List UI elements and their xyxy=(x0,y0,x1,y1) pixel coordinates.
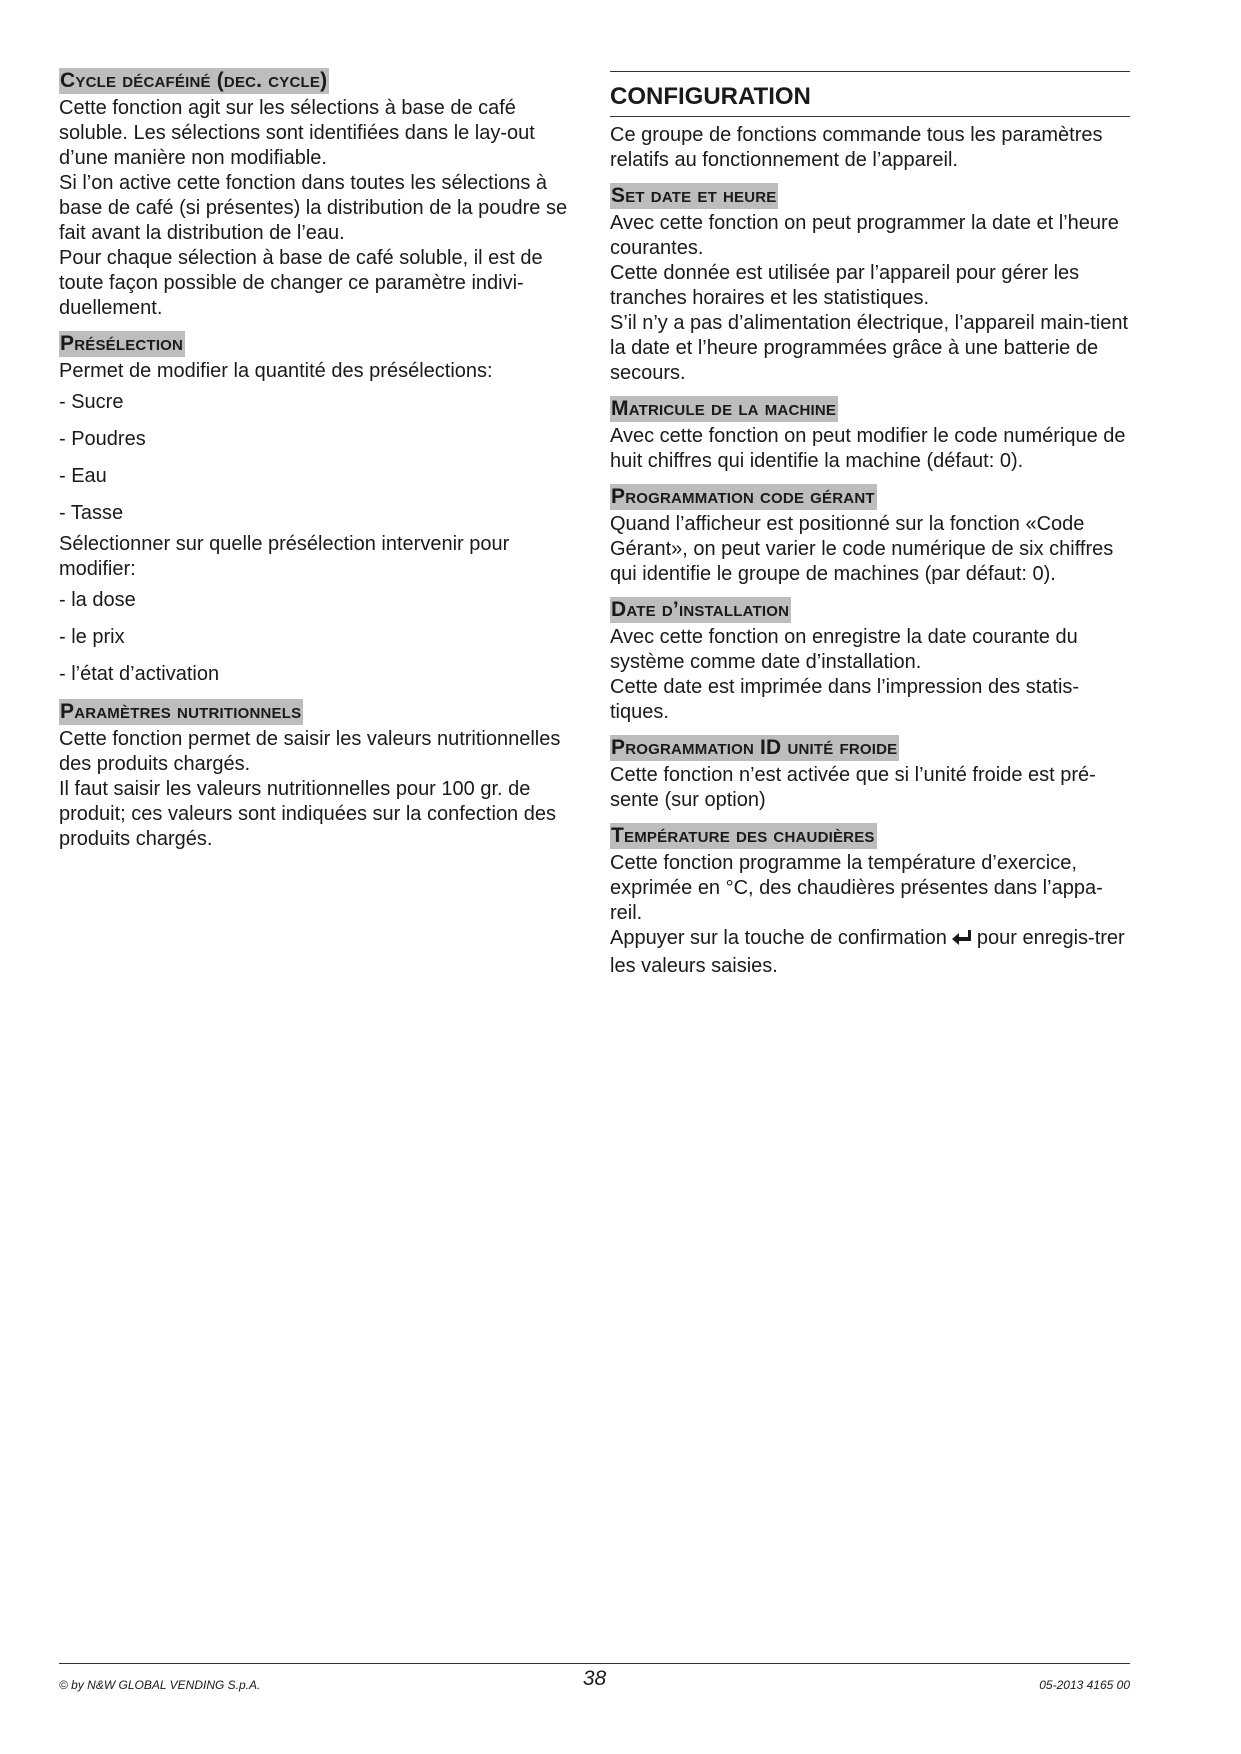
list-item: - le prix xyxy=(59,626,125,648)
page-footer xyxy=(59,1663,1130,1692)
section-nutrition xyxy=(59,699,580,852)
list-item: - Poudres xyxy=(59,428,146,450)
paragraph: Quand l’afficheur est positionné sur la fonction «Code Gérant», on peut varier le code numérique de six chiffres qui identifie le groupe de machines (par défaut: 0). xyxy=(610,513,1114,585)
list-item: - Tasse xyxy=(59,502,124,524)
page-number: 38 xyxy=(582,1667,607,1690)
section-temperature xyxy=(610,823,1130,979)
paragraph: Cette fonction programme la température d’exercice, exprimée en °C, des chaudières présentes dans l’appa-reil. xyxy=(610,852,1103,924)
section-code-gerant xyxy=(610,484,1130,587)
section-title: Matricule de la machine xyxy=(611,397,837,420)
section-matricule xyxy=(610,396,1130,474)
confirm-text: Appuyer sur la touche de confirmation xyxy=(610,927,947,949)
enter-key-icon xyxy=(951,929,973,954)
right-column xyxy=(610,68,1130,989)
section-preselection xyxy=(59,331,580,687)
section-id-unite-froide xyxy=(610,735,1130,813)
document-code: 05-2013 4165 00 xyxy=(1039,1678,1130,1692)
paragraph: Cette donnée est utilisée par l’appareil pour gérer les tranches horaires et les statistiques. xyxy=(610,262,1080,309)
paragraph: Avec cette fonction on peut programmer la date et l’heure courantes. xyxy=(610,212,1119,259)
paragraph: Cette date est imprimée dans l’impression des statis-tiques. xyxy=(610,676,1080,723)
section-title: Température des chaudières xyxy=(611,824,875,847)
section-title: Date d’installation xyxy=(611,598,790,621)
paragraph: Cette fonction n’est activée que si l’unité froide est pré-sente (sur option) xyxy=(610,764,1096,811)
list-item: - Sucre xyxy=(59,391,124,413)
paragraph: Si l’on active cette fonction dans toutes les sélections à base de café (si présentes) la distribution de la poudre se fait avant la distribution de l’eau. xyxy=(59,172,568,244)
config-heading: CONFIGURATION xyxy=(610,72,1130,117)
list-item: - Eau xyxy=(59,465,107,487)
section-title: Programmation ID unité froide xyxy=(611,736,898,759)
section-cycle-decafeine xyxy=(59,68,580,321)
paragraph: Cette fonction permet de saisir les valeurs nutritionnelles des produits chargés. xyxy=(59,728,561,775)
section-date-installation xyxy=(610,597,1130,725)
paragraph: Avec cette fonction on peut modifier le code numérique de huit chiffres qui identifie la machine (défaut: 0). xyxy=(610,425,1126,472)
paragraph: Ce groupe de fonctions commande tous les paramètres relatifs au fonctionnement de l’appareil. xyxy=(610,124,1103,171)
section-title: Set date et heure xyxy=(611,184,777,207)
paragraph: Pour chaque sélection à base de café soluble, il est de toute façon possible de changer ce paramètre indivi-duellement. xyxy=(59,247,543,319)
paragraph: Cette fonction agit sur les sélections à base de café soluble. Les sélections sont identifiées dans le lay-out d’une manière non modifiable. xyxy=(59,97,535,169)
section-title: Paramètres nutritionnels xyxy=(60,700,302,723)
paragraph: Il faut saisir les valeurs nutritionnelles pour 100 gr. de produit; ces valeurs sont indiquées sur la confection des produits chargés. xyxy=(59,778,556,850)
section-title: Présélection xyxy=(60,332,184,355)
paragraph: Sélectionner sur quelle présélection intervenir pour modifier: xyxy=(59,533,510,580)
paragraph: Avec cette fonction on enregistre la date courante du système comme date d’installation. xyxy=(610,626,1078,673)
paragraph: Permet de modifier la quantité des présélections: xyxy=(59,360,493,382)
paragraph xyxy=(610,926,1130,979)
section-title: Programmation code gérant xyxy=(611,485,875,508)
list-item: - l’état d’activation xyxy=(59,663,220,685)
section-title: Cycle décaféiné (dec. cycle) xyxy=(60,69,328,92)
paragraph: S’il n’y a pas d’alimentation électrique, l’appareil main-tient la date et l’heure programmées grâce à une batterie de secours. xyxy=(610,312,1129,384)
copyright: © by N&W GLOBAL VENDING S.p.A. xyxy=(59,1678,261,1692)
list-item: - la dose xyxy=(59,589,136,611)
section-set-date xyxy=(610,183,1130,386)
confirm-text: pour enregis-trer les valeurs saisies. xyxy=(610,927,1125,977)
left-column xyxy=(59,68,580,862)
